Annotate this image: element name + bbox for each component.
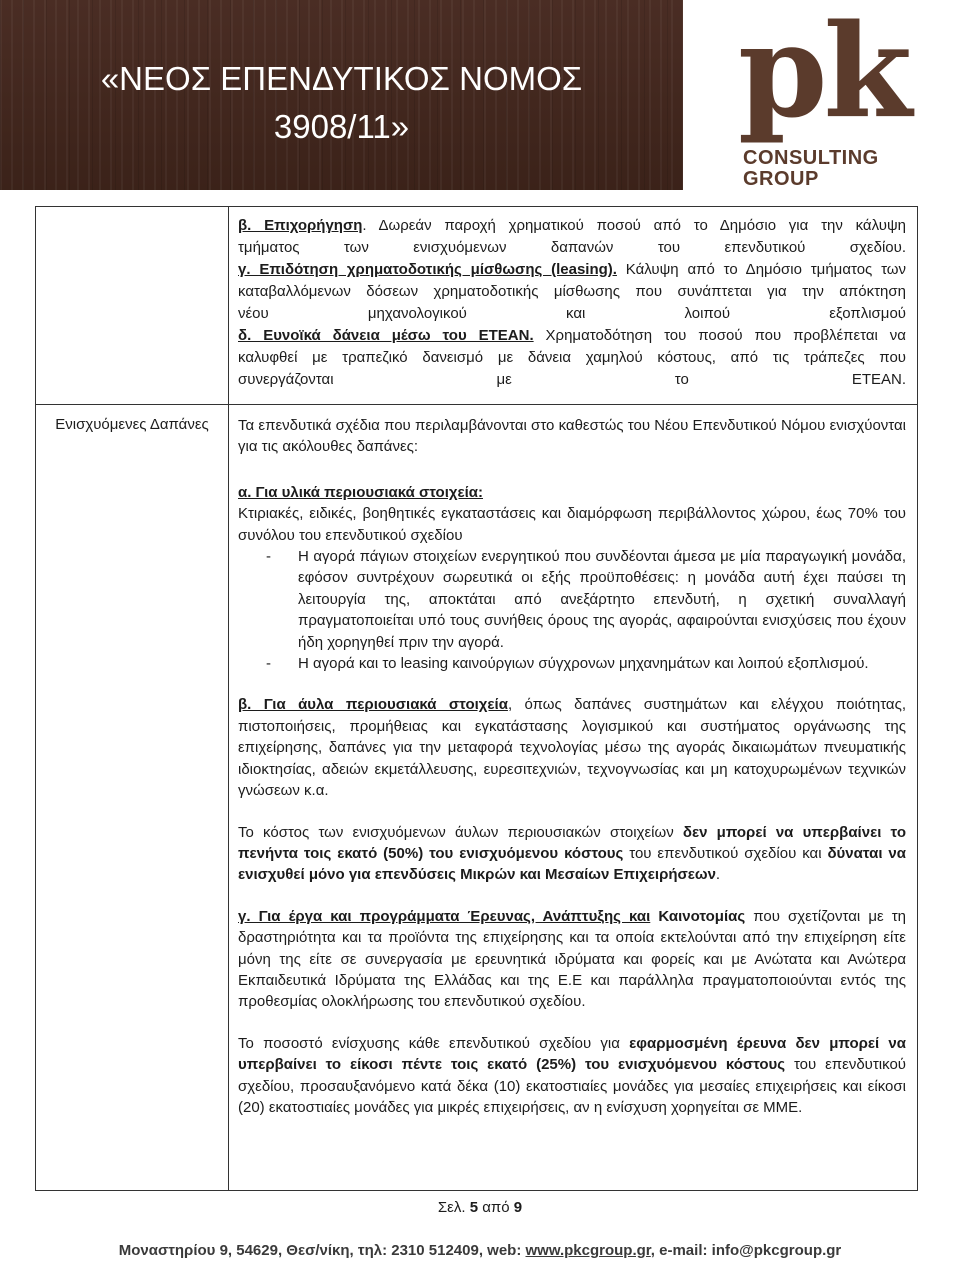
item-b-line2: τμήματος των ενισχυόμενων δαπανών του επενδυτικού σχεδίου. [238, 239, 906, 256]
benefits-table [35, 206, 918, 1191]
item-c-line2: καταβαλλόμενων δόσεων χρηματοδοτικής μίσθωσης που συνάπτεται για την απόκτηση [238, 283, 906, 300]
item-b-label: β. Επιχορήγηση [238, 217, 363, 234]
logo-group: GROUP [743, 168, 819, 190]
page-number: Σελ. 5 από 9 [437, 1199, 523, 1216]
section-g-paragraph: γ. Για έργα και προγράμματα Έρευνας, Ανάπτυξης και Καινοτομίας που σχετίζονται με τη δραστηριότητα και τα προϊόντα της επιχείρησης και τα οποία εκτελούνται από την επιχείρηση είτε μόνη της είτε σε συνεργασία με ερευνητικά ιδρύματα και φορείς και με Ανώτατα και Ανώτερα Εκπαιδευτικά Ιδρύματα της Ελλάδας και της Ε.Ε και παράλληλα πραγματοποιούνται εντός της προθεσμίας ολοκλήρωσης του επενδυτικού σχεδίου. [238, 907, 907, 1011]
section-b-heading: β. Για άυλα περιουσιακά στοιχεία [238, 696, 508, 714]
intro-paragraph: Τα επενδυτικά σχέδια που περιλαμβάνονται στο καθεστώς του Νέου Επενδυτικού Νόμου ενισχύονται για τις ακόλουθες δαπάνες: [238, 417, 906, 456]
company-logo [738, 0, 909, 190]
row-label-eligible-expenses: Ενισχυόμενες Δαπάνες [55, 416, 209, 433]
logo-consulting: CONSULTING [743, 147, 879, 169]
item-d-text1: Χρηματοδότηση του ποσού που προβλέπεται να [533, 327, 906, 344]
section-a-bullet-1: - Η αγορά πάγιων στοιχείων ενεργητικού που συνδέονται άμεσα με μία παραγωγική μονάδα, εφόσον συντρέχουν σωρευτικά οι εξής προϋποθέσεις: η μονάδα αυτή έχει παύσει τη λειτουργία της, αποκτάται από ανεξάρτητο επενδυτή, η σχετική συναλλαγή πραγματοποιείται υπό τους συνήθεις όρους της αγοράς, αφαιρούνται ενισχύσεις που έχουν ήδη χορηγηθεί πριν την αγορά. [266, 548, 906, 651]
section-b-paragraph: β. Για άυλα περιουσιακά στοιχεία, όπως δαπάνες συστημάτων και ελέγχου ποιότητας, πιστοποιήσεις, προμήθειας και εγκατάστασης λογισμικού και συστήματος οργάνωσης της επιχείρησης, δαπάνες για την μεταφορά τεχνολογίας μέσω της αγοράς δικαιωμάτων πνευματικής ιδιοκτησίας, αδειών εκμετάλλευσης, ευρεσιτεχνιών, τεχνογνωσίας και μη κατοχυρωμένων τεχνικών γνώσεων κ.α. [238, 696, 906, 800]
eligible-expenses-cell [238, 415, 906, 1118]
section-a-bullet-2: - Η αγορά και το leasing καινούργιων σύγχρονων μηχανημάτων και λοιπού εξοπλισμού. [266, 655, 869, 673]
item-d-line3: συνεργάζονται με το ΕΤΕΑΝ. [238, 371, 906, 388]
website-link[interactable]: www.pkcgroup.gr [525, 1242, 651, 1259]
item-c-line1 [238, 259, 906, 281]
item-b-line1 [238, 215, 906, 237]
email-address[interactable]: info@pkcgroup.gr [711, 1242, 842, 1259]
document-title-line2: 3908/11» [273, 108, 410, 145]
section-g-heading: γ. Για έργα και προγράμματα Έρευνας, Ανάπτυξης και [238, 907, 651, 925]
research-percentage-paragraph: Το ποσοστό ενίσχυσης κάθε επενδυτικού σχεδίου για εφαρμοσμένη έρευνα δεν μπορεί να υπερβαίνει το είκοσι πέντε τοις εκατό (25%) του ενισχυόμενου κόστους του επενδυτικού σχεδίου, προσαυξανόμενο κατά δέκα (10) εκατοστιαίες μονάδες για μεσαίες επιχειρήσεις και είκοσι (20) εκατοστιαίες μονάδες για μικρές επιχειρήσεις, αν η ενίσχυση χορηγείται σε ΜΜΕ. [238, 1034, 906, 1116]
item-d-label: δ. Ευνοϊκά δάνεια μέσω του ΕΤΕΑΝ. [238, 327, 534, 344]
item-b-text1: . Δωρεάν παροχή χρηματικού ποσού από το Δημόσιο για την κάλυψη [362, 217, 906, 234]
item-c-label: γ. Επιδότηση χρηματοδοτικής μίσθωσης (leasing). [238, 261, 617, 278]
item-c-text1: Κάλυψη από το Δημόσιο τμήματος των [616, 261, 907, 278]
item-d-line2: καλυφθεί με τραπεζικό δανεισμό με δάνεια χαμηλού κόστους, από τις τράπεζες που [238, 349, 906, 366]
intangible-cost-paragraph: Το κόστος των ενισχυόμενων άυλων περιουσιακών στοιχείων δεν μπορεί να υπερβαίνει το πενήντα τοις εκατό (50%) του ενισχυόμενου κόστους του επενδυτικού σχεδίου και δύναται να ενισχυθεί μόνο για επενδύσεις Μικρών και Μεσαίων Επιχειρήσεων. [238, 823, 906, 884]
document-title-line1: «ΝΕΟΣ ΕΠΕΝΔΥΤΙΚΟΣ ΝΟΜΟΣ [100, 60, 583, 97]
row-divider [36, 404, 917, 405]
footer-contact: Μοναστηρίου 9, 54629, Θεσ/νίκη, τηλ: 2310 512409, web: www.pkcgroup.gr, e-mail: info@pkcgroup.gr [118, 1242, 842, 1259]
column-divider [228, 207, 229, 1190]
item-c-line3: νέου μηχανολογικού και λοιπού εξοπλισμού [238, 305, 906, 322]
support-types-cell [238, 215, 906, 391]
section-a-heading: α. Για υλικά περιουσιακά στοιχεία: [238, 483, 483, 501]
section-a-text: Κτιριακές, ειδικές, βοηθητικές εγκαταστάσεις και διαμόρφωση περιβάλλοντος χώρου, έως 70% του συνόλου του επενδυτικού σχεδίου [238, 505, 906, 544]
logo-mark: pk [738, 0, 909, 147]
header-banner [0, 0, 683, 190]
item-d-line1 [238, 325, 906, 347]
